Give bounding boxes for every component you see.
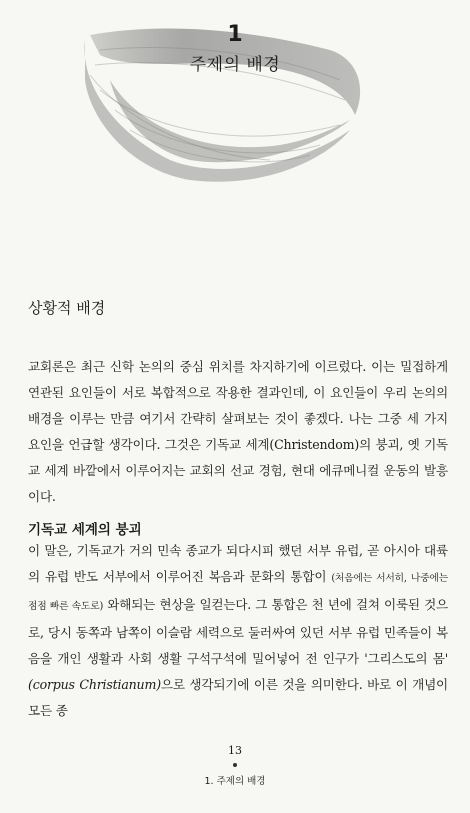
running-footer-title: 1. 주제의 배경 — [204, 776, 266, 787]
page-number: 13 — [228, 744, 242, 757]
paragraph-2-part-1: 이 말은, 기독교가 거의 민속 종교가 되다시피 했던 서부 유럽, 곧 아시아 대륙의 유럽 반도 서부에서 이루어진 복음과 문화의 통합이 — [28, 543, 448, 584]
body-paragraph-2 — [28, 538, 448, 724]
parenthetical-note: (처음에는 서서히, 나중에는 점점 빠른 속도로) — [28, 573, 448, 612]
paragraph-2-part-3: 으로 생각되기에 이른 것을 의미한다. 바로 이 개념이 모든 종 — [28, 677, 449, 718]
latin-term: (corpus Christianum) — [28, 677, 161, 692]
paragraph-2-part-2: 와해되는 현상을 일컫는다. 그 통합은 천 년에 걸쳐 이룩된 것으로, 당시 동쪽과 남쪽이 이슬람 세력으로 둘러싸여 있던 서부 유럽 민족들이 복음을 개인 생활과 사회 생활 구석구석에 밀어넣어 전 인구가 '그리스도의 몸' — [28, 597, 449, 666]
paragraph-1-text: 교회론은 최근 신학 논의의 중심 위치를 차지하기에 이르렀다. 이는 밀접하게 연관된 요인들이 서로 복합적으로 작용한 결과인데, 이 요인들이 우리 논의의 배경을 이루는 만큼 여기서 간략히 살펴보는 것이 좋겠다. 나는 그중 세 가지 요인을 언급할 생각이다. 그것은 기독교 세계(Christendom)의 붕괴, 옛 기독교 세계 바깥에서 이루어지는 교회의 선교 경험, 현대 에큐메니컬 운동의 발흥이다. — [28, 359, 448, 504]
body-paragraph-1 — [28, 354, 448, 510]
subsection-heading: 기독교 세계의 붕괴 — [28, 522, 142, 538]
chapter-number: 1 — [227, 22, 243, 47]
section-heading: 상황적 배경 — [28, 299, 106, 317]
chapter-title: 주제의 배경 — [189, 55, 281, 75]
footer-dot-ornament — [233, 763, 237, 767]
